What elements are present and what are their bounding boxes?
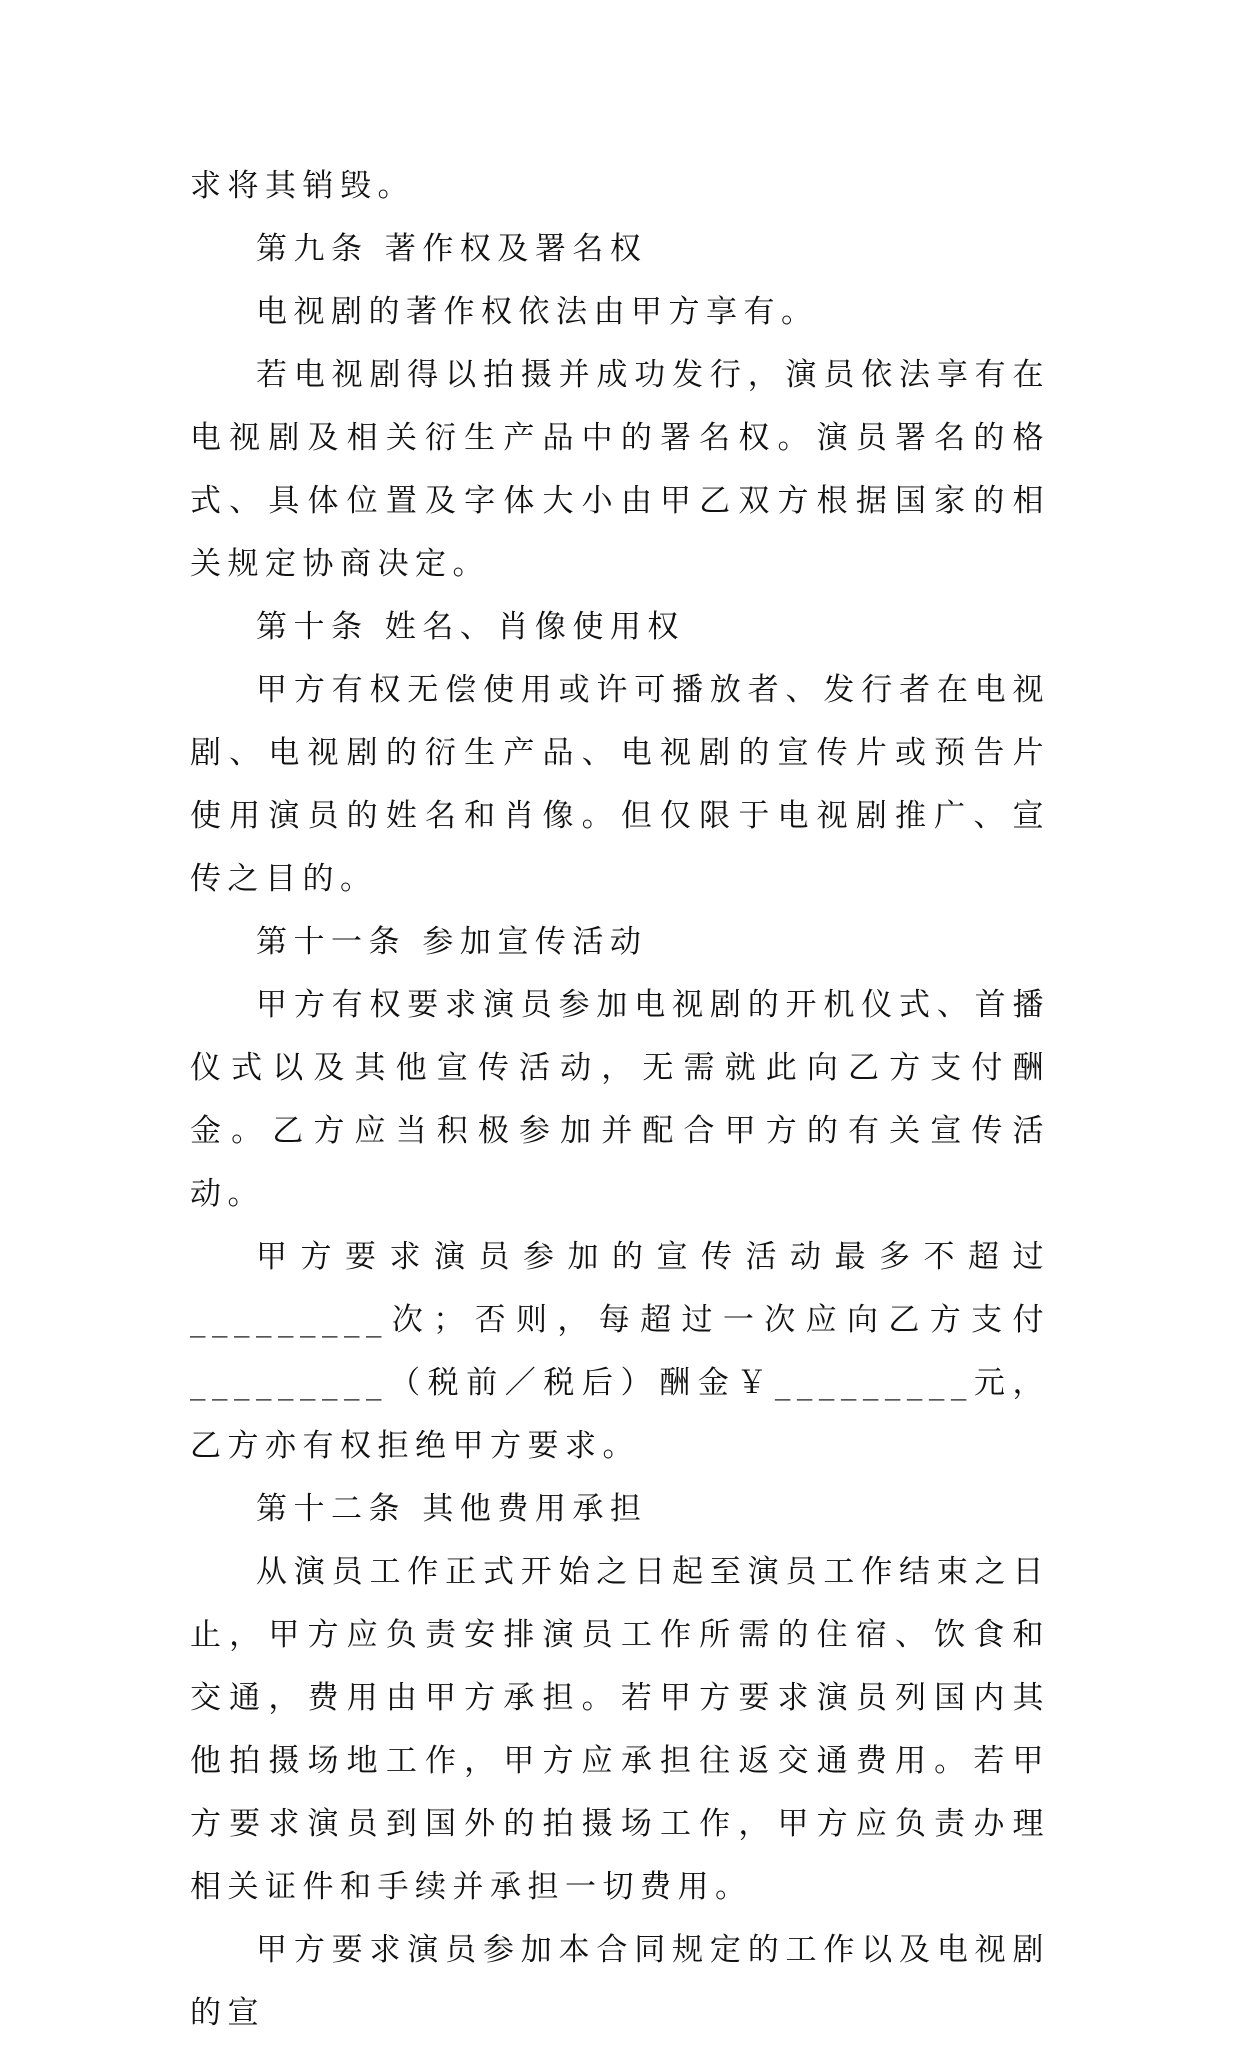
document-body xyxy=(190,155,1050,2045)
article-11-paragraph-1: 甲方有权要求演员参加电视剧的开机仪式、首播仪式以及其他宣传活动，无需就此向乙方支付酬金。乙方应当积极参加并配合甲方的有关宣传活动。 xyxy=(190,987,1050,1212)
article-10-heading: 第十条 姓名、肖像使用权 xyxy=(256,609,685,645)
article-11-heading: 第十一条 参加宣传活动 xyxy=(256,924,648,960)
article-9-copyright-paragraph: 电视剧的著作权依法由甲方享有。 xyxy=(256,294,819,330)
article-10-paragraph: 甲方有权无偿使用或许可播放者、发行者在电视剧、电视剧的衍生产品、电视剧的宣传片或预告片使用演员的姓名和肖像。但仅限于电视剧推广、宣传之目的。 xyxy=(190,672,1050,897)
article-12-paragraph-2: 甲方要求演员参加本合同规定的工作以及电视剧的宣 xyxy=(190,1932,1050,2031)
article-9-heading: 第九条 著作权及署名权 xyxy=(256,231,648,267)
article-9-attribution-paragraph: 若电视剧得以拍摄并成功发行，演员依法享有在电视剧及相关衍生产品中的署名权。演员署名的格式、具体位置及字体大小由甲乙双方根据国家的相关规定协商决定。 xyxy=(190,357,1050,582)
article-12-heading: 第十二条 其他费用承担 xyxy=(256,1491,648,1527)
article-11-paragraph-2: 甲方要求演员参加的宣传活动最多不超过_________次；否则，每超过一次应向乙方支付_________（税前／税后）酬金￥_________元，乙方亦有权拒绝甲方要求。 xyxy=(190,1239,1050,1464)
paragraph-continuation: 求将其销毁。 xyxy=(190,168,415,204)
article-12-paragraph-1: 从演员工作正式开始之日起至演员工作结束之日止，甲方应负责安排演员工作所需的住宿、饮食和交通，费用由甲方承担。若甲方要求演员列国内其他拍摄场地工作，甲方应承担往返交通费用。若甲方要求演员到国外的拍摄场工作，甲方应负责办理相关证件和手续并承担一切费用。 xyxy=(190,1554,1050,1905)
